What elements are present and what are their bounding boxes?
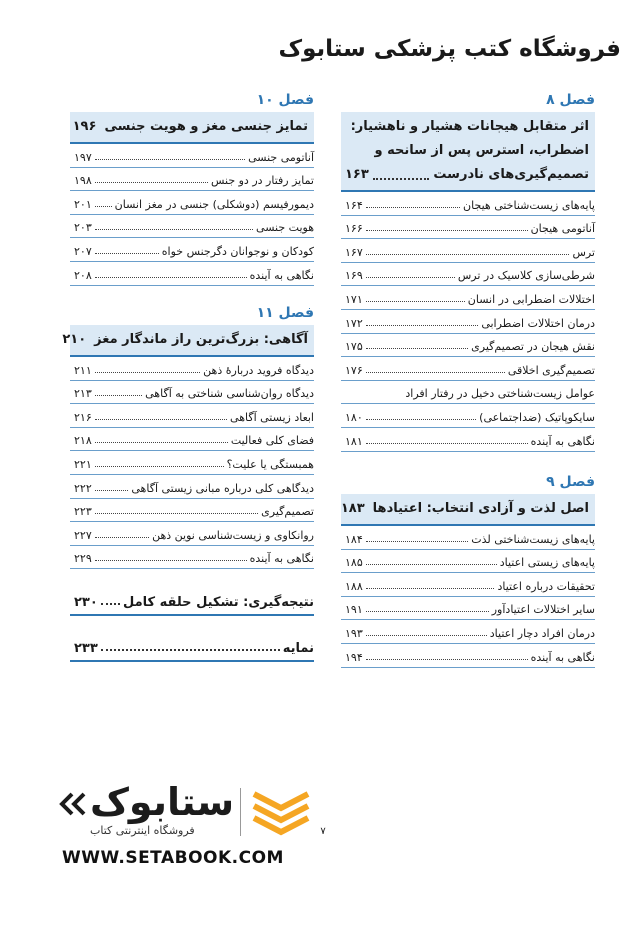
entry-title: تحقیقات درباره اعتیاد [497,579,595,593]
dot-leader [95,466,224,467]
entry-page-number: ۱۶۴ [345,198,363,212]
entry-title: درمان افراد دچار اعتیاد [489,626,595,640]
entry-page-number: ۱۹۷ [74,150,92,164]
entry-page-number: ۱۸۰ [345,410,363,424]
toc-entry[interactable] [341,597,595,621]
dot-leader [101,649,280,651]
entry-page-number: ۱۶۹ [345,269,363,283]
chapter-title-band[interactable] [70,112,314,144]
entry-title: نگاهی به آینده [530,650,595,664]
chapter-title-band[interactable] [341,112,595,192]
entry-title: کودکان و نوجوانان دگرجنس خواه [161,244,314,258]
toc-entry[interactable] [341,381,595,405]
toc-entry[interactable] [341,310,595,334]
entry-title: تصمیم‌گیری [261,505,314,519]
brand-subtitle: فروشگاه اینترنتی کتاب [90,824,195,837]
dot-leader [366,325,479,326]
toc-entry[interactable] [70,522,314,546]
entry-page-number: ۲۰۱ [74,197,92,211]
entry-list [70,144,314,286]
entry-page-number: ۱۶۷ [345,245,363,259]
entry-title: سایکوپاتیک (ضداجتماعی) [479,410,595,424]
index-entry[interactable] [70,636,314,662]
dot-leader [366,348,468,349]
dot-leader [95,277,247,278]
dot-leader [95,395,142,396]
entry-title: روانکاوی و زیست‌شناسی نوین ذهن [152,528,314,542]
entry-title: دیمورفیسم (دوشکلی) جنسی در مغز انسان [114,197,314,211]
toc-entry[interactable] [70,546,314,570]
chapter-heading: فصل ۱۰ [256,92,314,108]
book-stack-icon [250,786,312,838]
dot-leader [366,659,528,660]
dot-leader [95,490,129,491]
dot-leader [366,419,476,420]
entry-page-number: ۲۱۳ [74,387,92,401]
chapter-title-band[interactable] [341,494,595,526]
chapter-title-band[interactable] [62,325,314,357]
toc-entry[interactable] [341,644,595,668]
entry-title: نگاهی به آینده [249,268,314,282]
page-number: ۷ [320,826,326,837]
conclusion-entry[interactable] [70,590,314,616]
double-chevron-icon [58,792,88,816]
dot-leader [366,564,497,565]
dot-leader [101,603,120,605]
entry-page-number: ۲۲۲ [74,481,92,495]
toc-entry[interactable] [341,192,595,216]
toc-entry[interactable] [70,215,314,239]
entry-page-number: ۲۰۸ [74,268,92,282]
toc-entry[interactable] [70,428,314,452]
dot-leader [366,443,528,444]
chapter-8 [341,92,595,452]
toc-entry[interactable] [70,357,314,381]
chapter-title-line: اصل لذت و آزادی انتخاب: اعتیادها [372,501,589,516]
entry-title: عوامل زیست‌شناختی دخیل در رفتار افراد [405,387,595,401]
toc-entry[interactable] [341,620,595,644]
toc-entry[interactable] [341,550,595,574]
index-page-number: ۲۳۳ [74,641,98,656]
toc-entry[interactable] [341,263,595,287]
entry-page-number: ۲۱۸ [74,434,92,448]
entry-page-number: ۱۸۱ [345,434,363,448]
toc-entry[interactable] [70,262,314,286]
toc-entry[interactable] [341,239,595,263]
entry-page-number: ۱۹۳ [345,626,363,640]
chapter-title-line: اثر متقابل هیجانات هشیار و ناهشیار: [350,119,589,134]
entry-list [341,526,595,668]
chapter-9 [341,474,595,668]
entry-title: تمایز رفتار در دو جنس [210,174,314,188]
dot-leader [95,372,200,373]
entry-title: دیدگاه فروید دربارهٔ ذهن [203,363,314,377]
chapter-title-line: تمایز جنسی مغز و هویت جنسی [104,119,308,134]
chapter-title-line: تصمیم‌گیری‌های نادرست [433,167,589,182]
dot-leader [366,207,460,208]
entry-title: دیدگاهی کلی درباره مبانی زیستی آگاهی [131,481,314,495]
entry-title: سایر اختلالات اعتیادآور [491,603,595,617]
entry-title: تصمیم‌گیری اخلاقی [507,363,595,377]
dot-leader [95,513,258,514]
dot-leader [95,419,227,420]
toc-entry[interactable] [341,428,595,452]
dot-leader [95,560,247,561]
entry-page-number: ۱۷۵ [345,340,363,354]
toc-entry[interactable] [341,573,595,597]
entry-list [70,357,314,569]
entry-title: آناتومی هیجان [530,222,595,236]
entry-list [341,192,595,452]
entry-page-number: ۱۸۴ [345,532,363,546]
chapter-heading: فصل ۱۱ [256,305,314,321]
entry-page-number: ۱۸۸ [345,579,363,593]
entry-page-number: ۱۷۲ [345,316,363,330]
dot-leader [366,635,487,636]
conclusion-page-number: ۲۳۰ [74,595,98,610]
toc-entry[interactable] [341,216,595,240]
dot-leader [366,541,468,542]
brand-divider [240,788,241,836]
entry-page-number: ۲۲۹ [74,552,92,566]
entry-title: ترس [572,245,595,259]
entry-title: نگاهی به آینده [249,552,314,566]
entry-title: پایه‌های زیستی اعتیاد [499,556,595,570]
toc-entry[interactable] [341,334,595,358]
entry-page-number: ۲۲۳ [74,505,92,519]
dot-leader [95,537,149,538]
entry-title: هویت جنسی [256,221,314,235]
toc-entry[interactable] [341,286,595,310]
dot-leader [373,163,430,180]
entry-page-number: ۱۹۸ [74,174,92,188]
chapter-title-line: آگاهی: بزرگ‌ترین راز ماندگار مغز [94,332,308,347]
toc-entry[interactable] [70,168,314,192]
toc-entry[interactable] [70,475,314,499]
toc-entry[interactable] [70,144,314,168]
entry-title: پایه‌های زیست‌شناختی لذت [471,532,595,546]
entry-page-number: ۲۲۱ [74,457,92,471]
entry-page-number: ۲۰۷ [74,244,92,258]
toc-entry[interactable] [70,238,314,262]
toc-entry[interactable] [70,451,314,475]
chapter-11 [62,305,314,569]
toc-entry[interactable] [70,404,314,428]
dot-leader [366,254,570,255]
index-title: نمایه [282,641,314,656]
toc-entry[interactable] [70,191,314,215]
chapter-page-number: ۱۶۳ [345,167,369,182]
brand-wordmark: ستابوک [90,780,235,824]
entry-page-number: ۲۲۷ [74,528,92,542]
chapter-page-number: ۲۱۰ [62,332,87,347]
entry-title: اختلالات اضطرابی در انسان [467,292,595,306]
entry-page-number: ۱۸۵ [345,556,363,570]
toc-entry[interactable] [341,404,595,428]
entry-page-number: ۱۷۱ [345,292,363,306]
entry-title: نقش هیجان در تصمیم‌گیری [471,340,595,354]
entry-page-number: ۱۶۶ [345,222,363,236]
toc-entry[interactable] [70,381,314,405]
dot-leader [366,301,465,302]
dot-leader [366,372,505,373]
dot-leader [95,159,245,160]
entry-title: درمان اختلالات اضطرابی [481,316,595,330]
chapter-heading: فصل ۹ [546,474,595,490]
entry-page-number: ۲۰۳ [74,221,92,235]
entry-title: ابعاد زیستی آگاهی [230,410,314,424]
entry-page-number: ۲۱۱ [74,363,92,377]
setabook-logo [40,778,280,848]
toc-entry[interactable] [70,499,314,523]
dot-leader [366,230,528,231]
store-title: فروشگاه کتب پزشکی ستابوک [278,36,621,62]
entry-title: آناتومی جنسی [248,150,314,164]
entry-page-number: ۱۷۶ [345,363,363,377]
entry-page-number: ۱۹۴ [345,650,363,664]
chapter-heading: فصل ۸ [546,92,595,108]
toc-entry[interactable] [341,526,595,550]
chapter-page-number: ۱۸۳ [340,501,365,516]
dot-leader [95,182,208,183]
website-url[interactable]: WWW.SETABOOK.COM [62,848,284,868]
dot-leader [366,588,495,589]
dot-leader [95,442,228,443]
chapter-title-line: اضطراب، استرس پس از سانحه و [374,143,589,158]
dot-leader [366,611,489,612]
chapter-page-number: ۱۹۶ [72,119,97,134]
chapter-10 [70,92,314,286]
dot-leader [95,206,112,207]
entry-title: همبستگی یا علیت؟ [226,457,314,471]
entry-title: نگاهی به آینده [530,434,595,448]
entry-title: شرطی‌سازی کلاسیک در ترس [457,269,595,283]
conclusion-title: نتیجه‌گیری: تشکیل حلقه کامل [123,595,314,610]
entry-page-number: ۲۱۶ [74,410,92,424]
entry-title: دیدگاه روان‌شناسی شناختی به آگاهی [145,387,314,401]
dot-leader [95,253,159,254]
entry-title: فضای کلی فعالیت [230,434,314,448]
toc-entry[interactable] [341,357,595,381]
dot-leader [366,277,455,278]
entry-title: پایه‌های زیست‌شناختی هیجان [463,198,595,212]
dot-leader [95,229,253,230]
entry-page-number: ۱۹۱ [345,603,363,617]
